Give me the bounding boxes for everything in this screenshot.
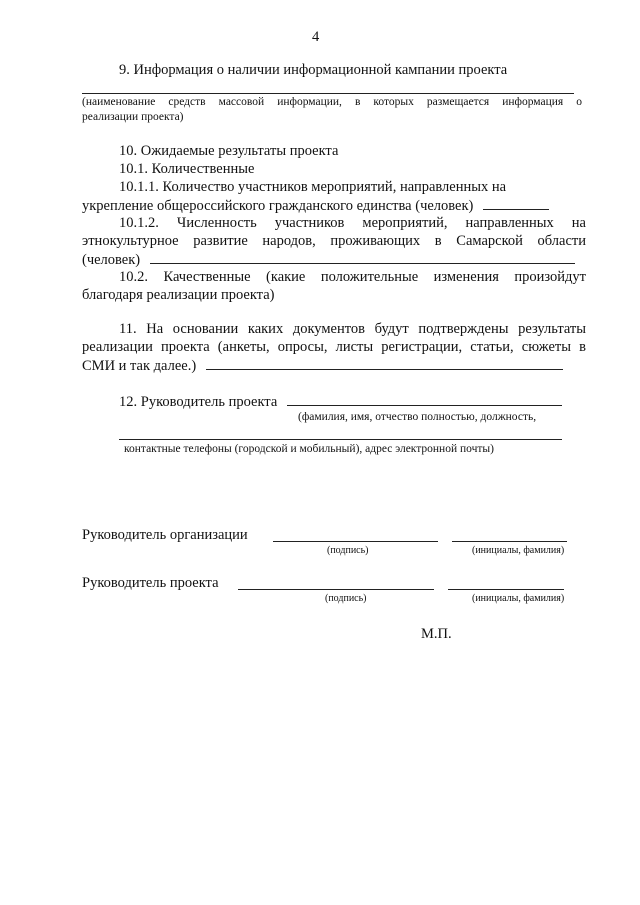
section-10-2-line2: благодаря реализации проекта) [82, 287, 275, 303]
org-head-label: Руководитель организации [82, 527, 248, 543]
section-11-line3 [82, 356, 563, 375]
section-11-text: СМИ и так далее.) [82, 358, 197, 374]
section-11-line1: 11. На основании каких документов будут подтверждены результаты [119, 321, 586, 337]
section-9-caption-line2: реализации проекта) [82, 111, 184, 123]
org-head-signature-caption: (подпись) [327, 545, 369, 556]
section-11-line2: реализации проекта (анкеты, опросы, листы регистрации, статьи, сюжеты в [82, 339, 586, 355]
section-9-input-line[interactable] [82, 93, 574, 94]
section-12-caption-line1: (фамилия, имя, отчество полностью, должность, [298, 411, 537, 423]
section-10-1-1-line1: 10.1.1. Количество участников мероприятий, направленных на [119, 179, 507, 195]
section-10-1-2-text: (человек) [82, 252, 141, 268]
section-12-caption-line2: контактные телефоны (городской и мобильный), адрес электронной почты) [124, 443, 494, 455]
stamp-placeholder: М.П. [421, 626, 452, 642]
section-12-title [119, 392, 562, 411]
section-10-1-2-input-line[interactable] [150, 250, 575, 264]
project-head-name-caption: (инициалы, фамилия) [472, 593, 565, 604]
org-head-signature-line[interactable] [273, 541, 438, 542]
section-9-caption [82, 95, 582, 125]
section-11-input-line[interactable] [206, 356, 563, 370]
page-number: 4 [312, 29, 320, 45]
section-10-1-2-line2: этнокультурное развитие народов, проживающих в Самарской области [82, 233, 586, 249]
org-head-name-caption: (инициалы, фамилия) [472, 545, 565, 556]
section-9-title: 9. Информация о наличии информационной кампании проекта [119, 62, 508, 78]
section-10-1-1-line2 [82, 196, 549, 215]
section-10-1-1-text: укрепление общероссийского гражданского единства (человек) [82, 198, 474, 214]
org-head-name-line[interactable] [452, 541, 567, 542]
project-head-label: Руководитель проекта [82, 575, 219, 591]
section-12-text: 12. Руководитель проекта [119, 394, 278, 410]
section-10-1-2-line3 [82, 250, 575, 269]
section-10-1-title: 10.1. Количественные [119, 161, 255, 177]
section-10-title: 10. Ожидаемые результаты проекта [119, 143, 339, 159]
project-head-signature-caption: (подпись) [325, 593, 367, 604]
section-12-contacts-input-line[interactable] [119, 439, 562, 440]
section-10-1-2-line1: 10.1.2. Численность участников мероприятий, направленных на [119, 215, 586, 231]
section-10-2-line1: 10.2. Качественные (какие положительные изменения произойдут [119, 269, 586, 285]
project-head-name-line[interactable] [448, 589, 564, 590]
section-9-caption-line1: (наименование средств массовой информации, в которых размещается информация о [82, 96, 582, 108]
section-12-input-line[interactable] [287, 392, 562, 406]
section-10-1-1-input-line[interactable] [483, 196, 549, 210]
project-head-signature-line[interactable] [238, 589, 434, 590]
